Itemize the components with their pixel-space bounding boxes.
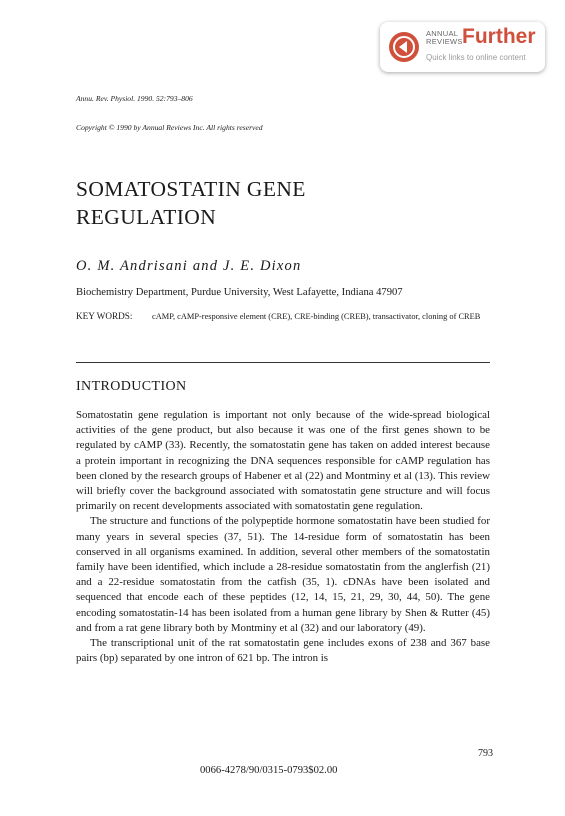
article-affiliation: Biochemistry Department, Purdue University, West Lafayette, Indiana 47907 — [76, 287, 403, 298]
further-badge[interactable] — [380, 22, 545, 72]
journal-citation: Annu. Rev. Physiol. 1990. 52:793–806 — [76, 94, 193, 103]
article-code: 0066-4278/90/0315-0793$02.00 — [200, 765, 338, 776]
section-heading: INTRODUCTION — [76, 379, 187, 394]
body-text — [76, 408, 490, 666]
journal-header — [76, 75, 263, 142]
further-subtitle: Quick links to online content — [426, 53, 526, 62]
paragraph: Somatostatin gene regulation is important not only because of the wide-spread biological activities of the gene product, but also because it was one of the first genes shown to be regulated by cAMP (33). Recently, the somatostatin gene has taken on added interest because a protein important in recognizing the DNA sequences responsible for cAMP regulation has been cloned by the research groups of Habener et al (22) and Montminy et al (13). This review will briefly cover the background associated with somatostatin gene structure and will focus primarily on recent developments associated with somatostatin gene regulation. — [76, 409, 490, 513]
keywords-label: KEY WORDS: — [76, 311, 133, 321]
annual-reviews-logo-text: ANNUAL REVIEWS — [426, 29, 463, 46]
paragraph: The transcriptional unit of the rat somatostatin gene includes exons of 238 and 367 base pairs (bp) separated by one intron of 621 bp. The intron is — [76, 637, 490, 665]
article-title: SOMATOSTATIN GENE REGULATION — [76, 177, 306, 229]
paragraph: The structure and functions of the polypeptide hormone somatostatin have been studied for many years in several species (37, 51). The 14-residue form of somatostatin has been conserved in all organisms examined. In addition, several other members of the somatostatin family have been identified, which include a 28-residue somatostatin from the anglerfish (21) and a 22-residue somatostatin from the catfish (35, 1). cDNAs have been isolated and sequenced that encode each of these peptides (12, 14, 15, 21, 29, 30, 44, 50). The gene encoding somatostatin-14 has been isolated from a human gene library by Shen & Rutter (45) and from a rat gene library both by Montminy et al (32) and our laboratory (49). — [76, 515, 490, 634]
page-number: 793 — [478, 748, 493, 759]
further-label: Further — [462, 25, 536, 48]
divider — [76, 362, 490, 363]
left-arrow-icon — [389, 32, 419, 62]
article-authors: O. M. Andrisani and J. E. Dixon — [76, 258, 302, 274]
journal-copyright: Copyright © 1990 by Annual Reviews Inc. All rights reserved — [76, 122, 263, 132]
keywords-text: cAMP, cAMP-responsive element (CRE), CRE-binding (CREB), transactivator, cloning of CREB — [152, 312, 481, 321]
